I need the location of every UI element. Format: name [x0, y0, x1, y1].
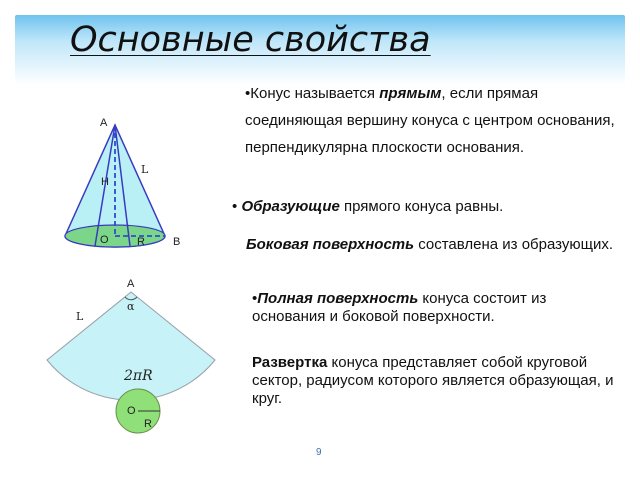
emphasis-lateral-surface: Боковая поверхность [246, 236, 415, 253]
emphasis-generatrices: Образующие [241, 198, 340, 215]
paragraph-text: , если прямая соединяющая вершину конуса с центром основания, перпендикулярна плоскости основания. [245, 85, 615, 156]
emphasis-full-surface: Полная поверхность [257, 290, 419, 307]
net-label-slant: L [76, 310, 84, 323]
net-label-apex: A [127, 278, 135, 290]
property-generatrices [232, 198, 622, 216]
bullet: • [232, 198, 238, 215]
paragraph-text: прямого конуса равны. [339, 198, 504, 215]
emphasis-right: прямым [379, 85, 442, 102]
cone-label-radius: R [137, 236, 145, 248]
cone-label-center: O [100, 234, 109, 246]
definition-right-cone [245, 80, 625, 161]
net-figure [47, 278, 215, 433]
net-label-radius: R [144, 418, 152, 430]
bullet: • [245, 85, 251, 102]
cone-label-apex: A [100, 117, 108, 129]
cone-label-slant: L [141, 163, 149, 176]
property-full-surface [252, 290, 622, 326]
property-lateral-surface [246, 236, 616, 254]
net-label-center: O [127, 405, 136, 417]
emphasis-net: Развертка [252, 354, 328, 371]
cone-label-point: B [173, 236, 181, 248]
property-net [252, 354, 622, 408]
paragraph-text: составлена из образующих. [414, 236, 614, 253]
paragraph-text: конуса состоит из основания и боковой поверхности. [252, 290, 547, 325]
net-label-angle: α [127, 300, 135, 313]
cone-label-height: H [101, 176, 109, 188]
paragraph-text: конуса представляет собой круговой сектор, радиусом которого является образующая, и круг. [252, 354, 614, 407]
bullet: • [252, 290, 258, 307]
page-number: 9 [316, 447, 322, 458]
slide-title: Основные свойства [70, 20, 431, 60]
net-label-arc: 2πR [124, 368, 153, 384]
cone-figure [65, 117, 180, 248]
paragraph-text: Конус называется [250, 85, 380, 102]
